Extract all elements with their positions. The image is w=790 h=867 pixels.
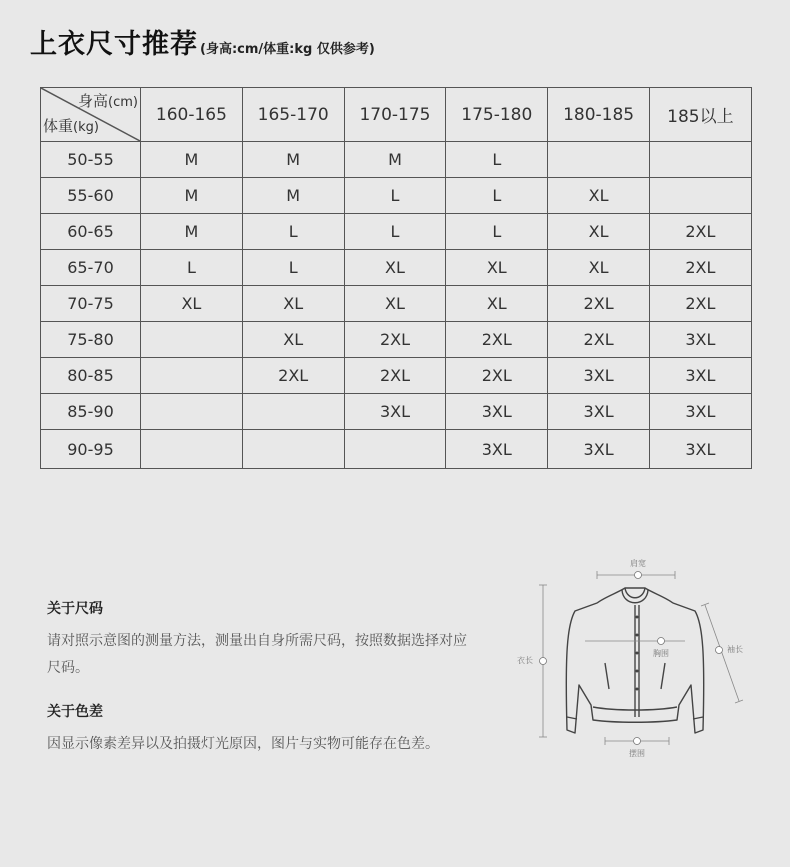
size-cell <box>548 142 650 178</box>
size-cell: XL <box>242 286 344 322</box>
size-cell: XL <box>141 286 243 322</box>
size-cell: L <box>344 178 446 214</box>
table-row <box>41 358 752 394</box>
size-cell <box>649 142 751 178</box>
title-main: 上衣尺寸推荐 <box>30 29 198 60</box>
size-cell <box>141 358 243 394</box>
table-corner-cell <box>41 88 141 142</box>
size-cell: XL <box>344 250 446 286</box>
corner-height-label: 身高(cm) <box>78 92 138 110</box>
table-header-row <box>41 88 752 142</box>
label-shoulder: 肩宽 <box>630 559 646 568</box>
page-title <box>30 22 375 61</box>
size-cell <box>649 178 751 214</box>
about-color-heading: 关于色差 <box>47 704 103 720</box>
size-cell <box>141 394 243 430</box>
size-cell: L <box>344 214 446 250</box>
size-cell: XL <box>242 322 344 358</box>
size-table <box>40 87 752 469</box>
label-chest: 胸围 <box>653 649 669 658</box>
size-cell: XL <box>548 178 650 214</box>
about-size-section <box>47 598 467 682</box>
size-cell: 3XL <box>344 394 446 430</box>
size-cell: L <box>242 250 344 286</box>
size-cell: M <box>242 178 344 214</box>
size-cell <box>242 394 344 430</box>
corner-weight-label: 体重(kg) <box>43 117 99 135</box>
jacket-measurement-icon <box>505 555 765 765</box>
weight-range-cell: 50-55 <box>41 142 141 178</box>
size-cell: 2XL <box>446 358 548 394</box>
about-size-heading: 关于尺码 <box>47 601 103 617</box>
weight-range-cell: 85-90 <box>41 394 141 430</box>
table-row <box>41 394 752 430</box>
size-cell: 2XL <box>242 358 344 394</box>
weight-range-cell: 90-95 <box>41 430 141 469</box>
size-cell: XL <box>344 286 446 322</box>
label-length: 衣长 <box>517 656 533 665</box>
size-cell: L <box>446 214 548 250</box>
size-cell: 2XL <box>649 286 751 322</box>
label-sleeve: 袖长 <box>727 645 743 654</box>
column-header-height: 175-180 <box>446 88 548 142</box>
size-cell: L <box>446 178 548 214</box>
column-header-height: 180-185 <box>548 88 650 142</box>
label-hem: 摆围 <box>629 749 645 758</box>
size-cell: L <box>446 142 548 178</box>
size-cell: XL <box>548 214 650 250</box>
size-cell: 3XL <box>446 430 548 469</box>
table-row <box>41 178 752 214</box>
weight-range-cell: 75-80 <box>41 322 141 358</box>
size-cell: 3XL <box>649 322 751 358</box>
size-cell: 3XL <box>548 394 650 430</box>
size-cell: 3XL <box>649 394 751 430</box>
size-cell <box>242 430 344 469</box>
title-subtitle: (身高:cm/体重:kg 仅供参考) <box>200 42 375 57</box>
size-cell: 2XL <box>344 322 446 358</box>
table-row <box>41 430 752 469</box>
jacket-measurement-diagram <box>505 555 765 765</box>
size-cell: 2XL <box>344 358 446 394</box>
about-size-text: 请对照示意图的测量方法，测量出自身所需尺码，按照数据选择对应尺码。 <box>47 633 467 676</box>
size-cell: XL <box>548 250 650 286</box>
table-row <box>41 322 752 358</box>
size-cell: 3XL <box>548 358 650 394</box>
size-cell: M <box>141 214 243 250</box>
size-cell: 2XL <box>446 322 548 358</box>
about-color-section <box>47 701 487 758</box>
weight-range-cell: 55-60 <box>41 178 141 214</box>
table-row <box>41 214 752 250</box>
size-cell: 3XL <box>548 430 650 469</box>
size-cell: 2XL <box>548 286 650 322</box>
column-header-height: 160-165 <box>141 88 243 142</box>
size-cell: M <box>141 178 243 214</box>
weight-range-cell: 70-75 <box>41 286 141 322</box>
size-cell <box>344 430 446 469</box>
size-cell: L <box>141 250 243 286</box>
size-cell <box>141 322 243 358</box>
size-cell <box>141 430 243 469</box>
weight-range-cell: 65-70 <box>41 250 141 286</box>
column-header-height: 185以上 <box>649 88 751 142</box>
table-row <box>41 286 752 322</box>
column-header-height: 170-175 <box>344 88 446 142</box>
size-cell: M <box>141 142 243 178</box>
size-cell: XL <box>446 250 548 286</box>
table-row <box>41 250 752 286</box>
size-cell: 2XL <box>649 214 751 250</box>
table-row <box>41 142 752 178</box>
size-cell: 3XL <box>446 394 548 430</box>
size-cell: 3XL <box>649 358 751 394</box>
about-color-text: 因显示像素差异以及拍摄灯光原因，图片与实物可能存在色差。 <box>47 736 439 752</box>
size-cell: L <box>242 214 344 250</box>
size-cell: XL <box>446 286 548 322</box>
weight-range-cell: 80-85 <box>41 358 141 394</box>
size-cell: M <box>344 142 446 178</box>
column-header-height: 165-170 <box>242 88 344 142</box>
size-cell: 2XL <box>649 250 751 286</box>
size-cell: 2XL <box>548 322 650 358</box>
size-cell: 3XL <box>649 430 751 469</box>
size-cell: M <box>242 142 344 178</box>
weight-range-cell: 60-65 <box>41 214 141 250</box>
